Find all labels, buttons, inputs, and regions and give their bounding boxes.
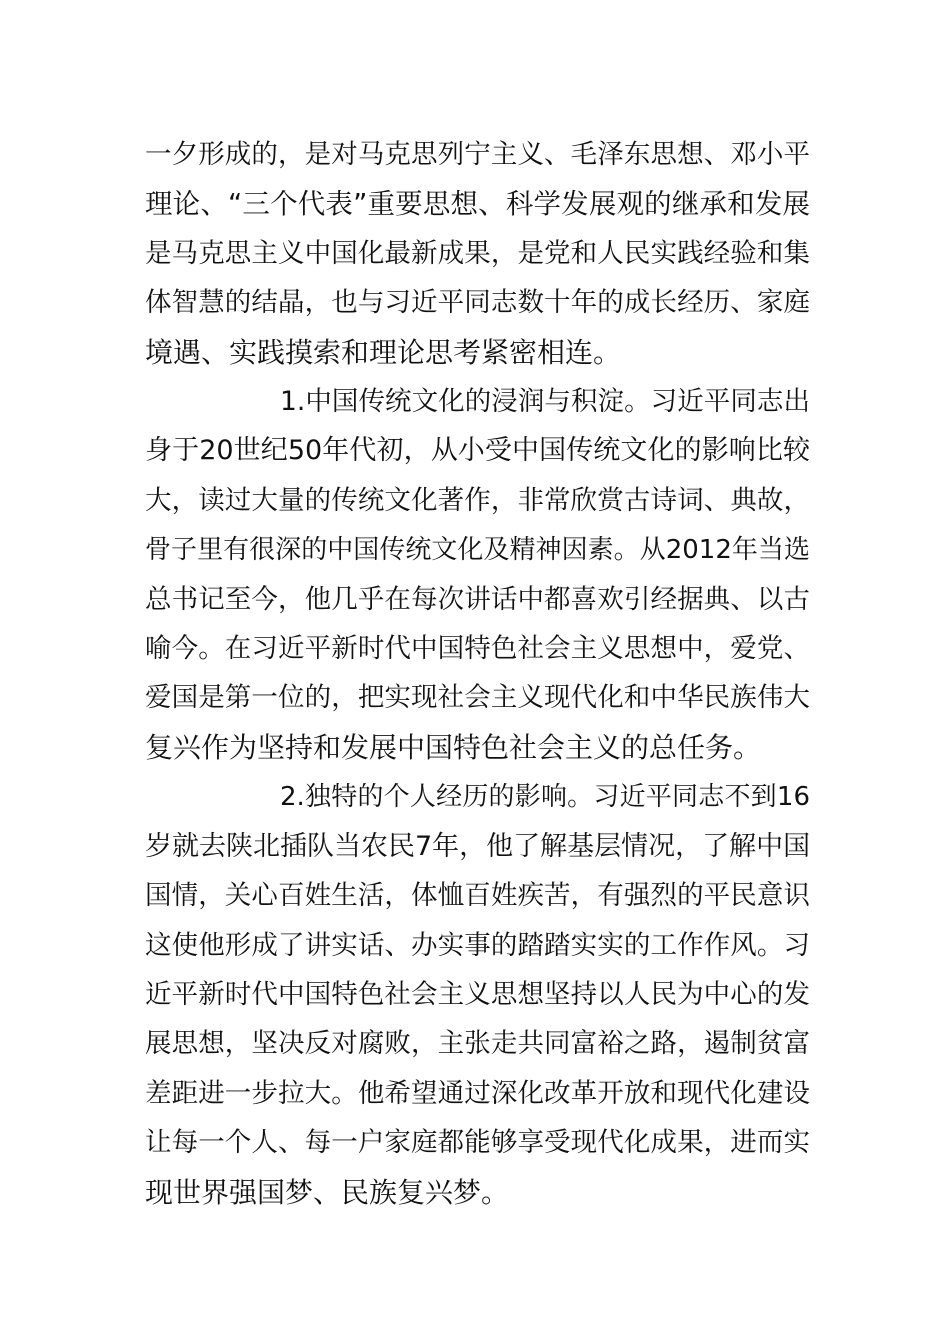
paragraph-1-line-1: 一夕形成的，是对马克思列宁主义、毛泽东思想、邓小平	[145, 139, 810, 170]
paragraph-3-line-9: 现世界强国梦、民族复兴梦。	[145, 1176, 510, 1209]
paragraph-1-line-4: 体智慧的结晶，也与习近平同志数十年的成长经历、家庭	[145, 287, 810, 318]
paragraph-3-line-6: 展思想，坚决反对腐败，主张走共同富裕之路，遏制贫富	[145, 1028, 810, 1059]
paragraph-2-line-4: 骨子里有很深的中国传统文化及精神因素。从2012年当选	[145, 535, 810, 565]
paragraph-1-line-5: 境遇、实践摸索和理论思考紧密相连。	[145, 336, 622, 369]
paragraph-2-line-6: 喻今。在习近平新时代中国特色社会主义思想中，爱党、	[145, 633, 810, 664]
paragraph-2-line-1: 1.中国传统文化的浸润与积淀。习近平同志出	[280, 386, 810, 417]
paragraph-3-line-7: 差距进一步拉大。他希望通过深化改革开放和现代化建设	[145, 1078, 810, 1109]
paragraph-2-line-7: 爱国是第一位的，把实现社会主义现代化和中华民族伟大	[145, 682, 810, 713]
paragraph-1-line-3: 是马克思主义中国化最新成果，是党和人民实践经验和集	[145, 238, 810, 269]
paragraph-2-line-5: 总书记至今，他几乎在每次讲话中都喜欢引经据典、以古	[145, 584, 810, 615]
paragraph-3-line-2: 岁就去陕北插队当农民7年，他了解基层情况，了解中国	[145, 831, 810, 862]
paragraph-2-line-2: 身于20世纪50年代初，从小受中国传统文化的影响比较	[145, 435, 810, 466]
paragraph-3-line-8: 让每一个人、每一户家庭都能够享受现代化成果，进而实	[145, 1127, 810, 1158]
paragraph-3-line-1: 2.独特的个人经历的影响。习近平同志不到16	[280, 782, 810, 812]
paragraph-3-line-4: 这使他形成了讲实话、办实事的踏踏实实的工作作风。习	[145, 930, 810, 961]
paragraph-3-line-5: 近平新时代中国特色社会主义思想坚持以人民为中心的发	[145, 979, 810, 1010]
paragraph-3-line-3: 国情，关心百姓生活，体恤百姓疾苦，有强烈的平民意识	[145, 880, 810, 911]
paragraph-2-line-8: 复兴作为坚持和发展中国特色社会主义的总任务。	[145, 731, 762, 764]
paragraph-1-line-2: 理论、“三个代表”重要思想、科学发展观的继承和发展	[145, 188, 810, 220]
paragraph-2-line-3: 大，读过大量的传统文化著作，非常欣赏古诗词、典故，	[145, 485, 810, 516]
